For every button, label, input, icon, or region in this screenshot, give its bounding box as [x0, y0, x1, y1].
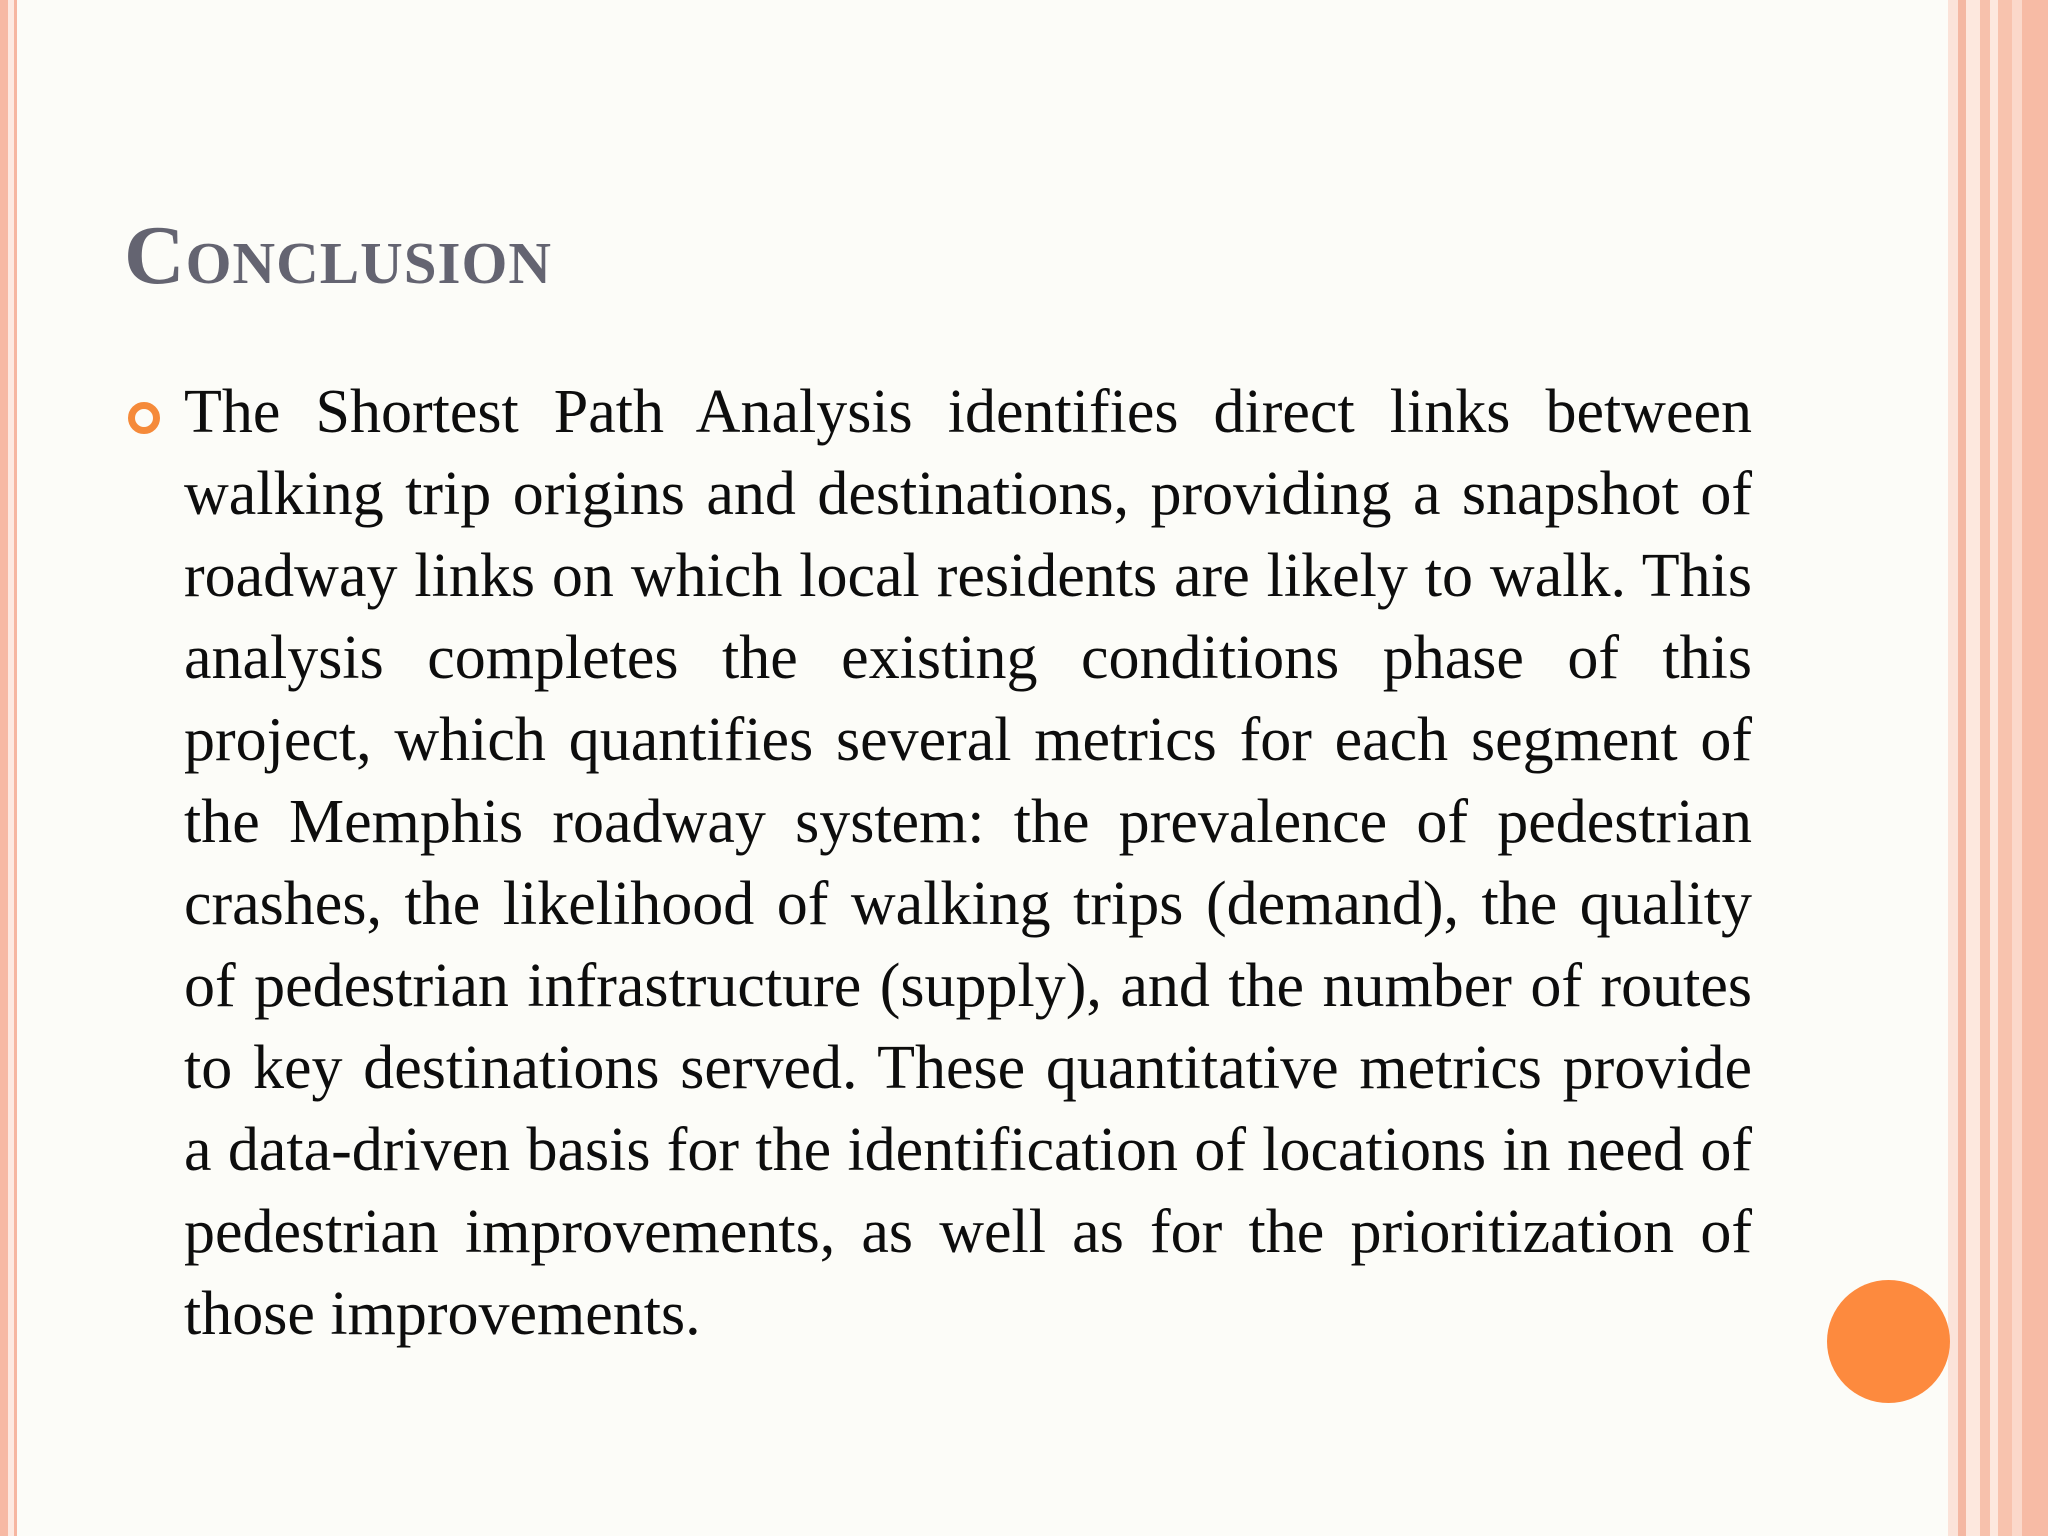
- decorative-circle: [1827, 1280, 1950, 1403]
- right-border-stripe: [1966, 0, 1980, 1536]
- bullet-ring-icon: [128, 402, 160, 434]
- right-border-stripe: [1948, 0, 1958, 1536]
- left-border-stripe: [14, 0, 17, 1536]
- right-border-stripe: [2022, 0, 2048, 1536]
- right-border-stripe: [1958, 0, 1966, 1536]
- bullet-text: The Shortest Path Analysis identifies direct links between walking trip origins and destinations, providing a snapshot of roadway links on which local residents are likely to walk. This analysis completes the existing conditions phase of this project, which quantifies several metrics for each segment of the Memphis roadway system: the prevalence of pedestrian crashes, the likelihood of walking trips (demand), the quality of pedestrian infrastructure (supply), and the number of routes to key destinations served. These quantitative metrics provide a data-driven basis for the identification of locations in need of pedestrian improvements, as well as for the prioritization of those improvements.: [184, 378, 1752, 1348]
- left-border-stripe: [0, 0, 8, 1536]
- right-border-stripe: [1990, 0, 1998, 1536]
- right-border-stripe: [1998, 0, 2012, 1536]
- slide-title: Conclusion: [124, 209, 553, 302]
- right-border-stripe: [2012, 0, 2022, 1536]
- right-border-stripe: [1980, 0, 1990, 1536]
